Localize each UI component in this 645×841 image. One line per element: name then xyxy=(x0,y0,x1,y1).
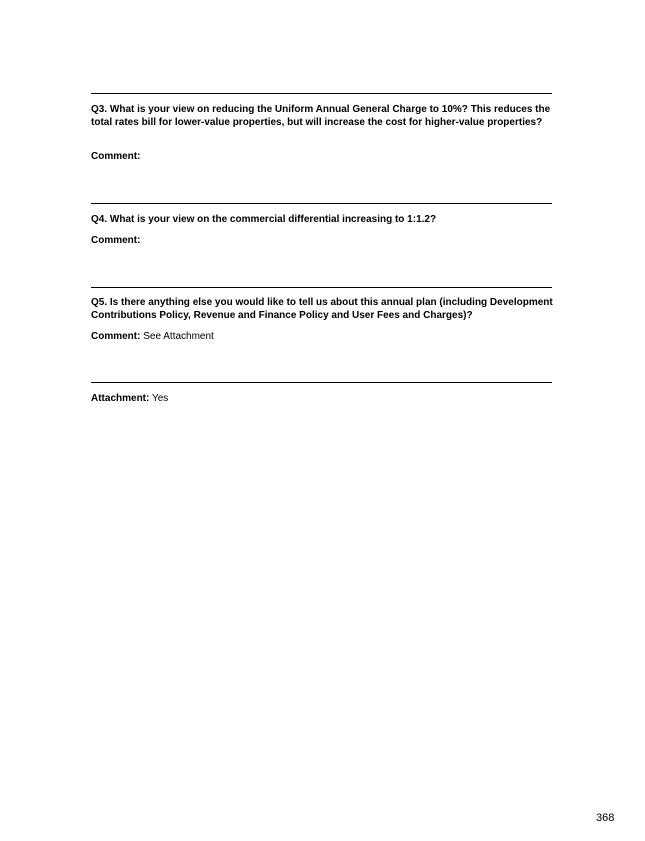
comment-value: See Attachment xyxy=(143,331,214,342)
comment-q4 xyxy=(91,235,140,248)
section-divider xyxy=(91,93,552,94)
comment-label: Comment: xyxy=(91,331,141,342)
comment-q5 xyxy=(91,331,214,344)
section-divider xyxy=(91,203,552,204)
section-divider xyxy=(91,287,552,288)
page-number: 368 xyxy=(596,812,615,824)
attachment-value: Yes xyxy=(151,393,169,404)
section-divider xyxy=(91,382,552,383)
question-q3: Q3. What is your view on reducing the Uniform Annual General Charge to 10%? This reduces the total rates bill for lower-value properties, but will increase the cost for higher-value properties? xyxy=(91,104,551,128)
comment-label: Comment: xyxy=(91,151,141,162)
attachment-label: Attachment: xyxy=(91,393,150,404)
attachment-line xyxy=(91,393,168,406)
question-q5: Q5. Is there anything else you would like to tell us about this annual plan (including Development Contributions Policy, Revenue and Finance Policy and User Fees and Charges)? xyxy=(91,297,553,321)
question-q4: Q4. What is your view on the commercial differential increasing to 1:1.2? xyxy=(91,214,437,225)
comment-q3 xyxy=(91,151,140,164)
comment-label: Comment: xyxy=(91,235,141,246)
